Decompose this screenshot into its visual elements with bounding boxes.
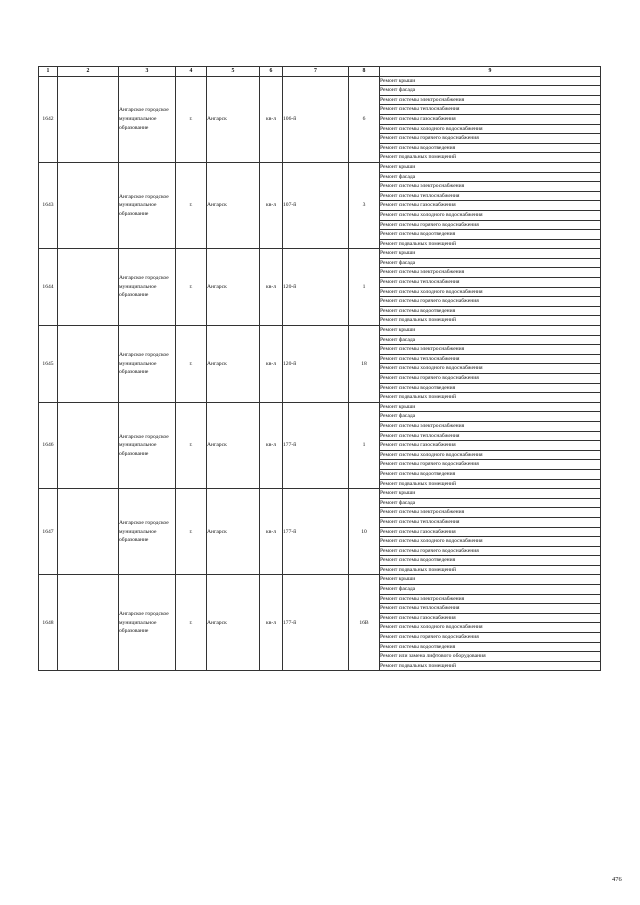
empty-cell xyxy=(58,489,119,575)
work-item: Ремонт крыши xyxy=(380,489,601,499)
record-number: 1642 xyxy=(39,76,58,162)
district-type: кв-л xyxy=(260,489,283,575)
work-item: Ремонт подвальных помещений xyxy=(380,393,601,403)
house-number: 3 xyxy=(349,162,380,248)
work-item: Ремонт системы холодного водоснабжения xyxy=(380,364,601,374)
work-item: Ремонт системы водоотведения xyxy=(380,556,601,566)
work-item: Ремонт крыши xyxy=(380,575,601,585)
page-number: 476 xyxy=(612,876,622,883)
settlement-type: г. xyxy=(176,249,207,326)
work-item: Ремонт крыши xyxy=(380,162,601,172)
work-item: Ремонт системы водоотведения xyxy=(380,383,601,393)
header-row xyxy=(39,67,601,77)
municipality-name: Ангарское городское муниципальное образование xyxy=(119,249,176,326)
district-name: 120-й xyxy=(283,326,349,403)
table-row xyxy=(39,402,601,412)
work-item: Ремонт системы горячего водоснабжения xyxy=(380,297,601,307)
work-item: Ремонт системы теплоснабжения xyxy=(380,604,601,614)
header-col-7: 7 xyxy=(283,67,349,77)
settlement-type: г. xyxy=(176,326,207,403)
work-item: Ремонт системы горячего водоснабжения xyxy=(380,460,601,470)
empty-cell xyxy=(58,76,119,162)
work-item: Ремонт системы холодного водоснабжения xyxy=(380,287,601,297)
work-item: Ремонт системы водоотведения xyxy=(380,642,601,652)
work-item: Ремонт системы газоснабжения xyxy=(380,114,601,124)
work-item: Ремонт системы горячего водоснабжения xyxy=(380,633,601,643)
header-col-6: 6 xyxy=(260,67,283,77)
work-item: Ремонт системы холодного водоснабжения xyxy=(380,124,601,134)
table-row xyxy=(39,249,601,259)
district-type: кв-л xyxy=(260,326,283,403)
empty-cell xyxy=(58,326,119,403)
district-name: 177-й xyxy=(283,575,349,671)
header-col-4: 4 xyxy=(176,67,207,77)
register-table xyxy=(38,66,601,671)
work-item: Ремонт системы теплоснабжения xyxy=(380,431,601,441)
work-item: Ремонт крыши xyxy=(380,249,601,259)
record-number: 1648 xyxy=(39,575,58,671)
work-item: Ремонт системы теплоснабжения xyxy=(380,191,601,201)
record-number: 1646 xyxy=(39,402,58,488)
work-item: Ремонт системы газоснабжения xyxy=(380,527,601,537)
work-item: Ремонт системы теплоснабжения xyxy=(380,354,601,364)
district-type: кв-л xyxy=(260,76,283,162)
district-name: 106-й xyxy=(283,76,349,162)
district-name: 177-й xyxy=(283,489,349,575)
work-item: Ремонт фасада xyxy=(380,86,601,96)
register-body xyxy=(39,76,601,671)
work-item: Ремонт подвальных помещений xyxy=(380,479,601,489)
empty-cell xyxy=(58,249,119,326)
house-number: 18 xyxy=(349,326,380,403)
work-item: Ремонт подвальных помещений xyxy=(380,316,601,326)
work-item: Ремонт подвальных помещений xyxy=(380,661,601,671)
work-item: Ремонт системы электроснабжения xyxy=(380,345,601,355)
city-name: Ангарск xyxy=(207,326,260,403)
work-item: Ремонт системы газоснабжения xyxy=(380,441,601,451)
work-item: Ремонт системы теплоснабжения xyxy=(380,278,601,288)
district-name: 120-й xyxy=(283,249,349,326)
settlement-type: г. xyxy=(176,575,207,671)
work-item: Ремонт крыши xyxy=(380,402,601,412)
municipality-name: Ангарское городское муниципальное образование xyxy=(119,402,176,488)
work-item: Ремонт системы электроснабжения xyxy=(380,182,601,192)
district-type: кв-л xyxy=(260,249,283,326)
work-item: Ремонт крыши xyxy=(380,326,601,336)
municipality-name: Ангарское городское муниципальное образование xyxy=(119,76,176,162)
work-item: Ремонт подвальных помещений xyxy=(380,153,601,163)
table-row xyxy=(39,326,601,336)
record-number: 1644 xyxy=(39,249,58,326)
house-number: 16В xyxy=(349,575,380,671)
work-item: Ремонт системы газоснабжения xyxy=(380,201,601,211)
municipality-name: Ангарское городское муниципальное образование xyxy=(119,489,176,575)
settlement-type: г. xyxy=(176,162,207,248)
district-type: кв-л xyxy=(260,402,283,488)
work-item: Ремонт системы горячего водоснабжения xyxy=(380,374,601,384)
district-name: 107-й xyxy=(283,162,349,248)
header-col-1: 1 xyxy=(39,67,58,77)
table-row xyxy=(39,575,601,585)
work-item: Ремонт системы электроснабжения xyxy=(380,508,601,518)
work-item: Ремонт системы газоснабжения xyxy=(380,613,601,623)
work-item: Ремонт системы водоотведения xyxy=(380,469,601,479)
house-number: 10 xyxy=(349,489,380,575)
house-number: 1 xyxy=(349,249,380,326)
work-item: Ремонт системы водоотведения xyxy=(380,230,601,240)
work-item: Ремонт системы водоотведения xyxy=(380,143,601,153)
work-item: Ремонт системы холодного водоснабжения xyxy=(380,210,601,220)
header-col-2: 2 xyxy=(58,67,119,77)
house-number: 6 xyxy=(349,76,380,162)
city-name: Ангарск xyxy=(207,249,260,326)
work-item: Ремонт системы электроснабжения xyxy=(380,594,601,604)
work-item: Ремонт фасада xyxy=(380,258,601,268)
header-col-5: 5 xyxy=(207,67,260,77)
record-number: 1647 xyxy=(39,489,58,575)
work-item: Ремонт системы холодного водоснабжения xyxy=(380,450,601,460)
work-item: Ремонт фасада xyxy=(380,412,601,422)
table-row xyxy=(39,489,601,499)
work-item: Ремонт подвальных помещений xyxy=(380,565,601,575)
record-number: 1645 xyxy=(39,326,58,403)
settlement-type: г. xyxy=(176,402,207,488)
municipality-name: Ангарское городское муниципальное образование xyxy=(119,326,176,403)
header-col-8: 8 xyxy=(349,67,380,77)
work-item: Ремонт системы теплоснабжения xyxy=(380,517,601,527)
work-item: Ремонт или замена лифтового оборудования xyxy=(380,652,601,662)
empty-cell xyxy=(58,162,119,248)
table-row xyxy=(39,162,601,172)
work-item: Ремонт системы водоотведения xyxy=(380,306,601,316)
work-item: Ремонт системы горячего водоснабжения xyxy=(380,220,601,230)
work-item: Ремонт системы электроснабжения xyxy=(380,95,601,105)
header-col-9: 9 xyxy=(380,67,601,77)
work-item: Ремонт фасада xyxy=(380,498,601,508)
work-item: Ремонт фасада xyxy=(380,172,601,182)
work-item: Ремонт системы горячего водоснабжения xyxy=(380,134,601,144)
work-item: Ремонт системы электроснабжения xyxy=(380,268,601,278)
house-number: 1 xyxy=(349,402,380,488)
district-type: кв-л xyxy=(260,162,283,248)
district-name: 177-й xyxy=(283,402,349,488)
empty-cell xyxy=(58,402,119,488)
municipality-name: Ангарское городское муниципальное образование xyxy=(119,162,176,248)
city-name: Ангарск xyxy=(207,575,260,671)
work-item: Ремонт системы горячего водоснабжения xyxy=(380,546,601,556)
city-name: Ангарск xyxy=(207,489,260,575)
record-number: 1643 xyxy=(39,162,58,248)
empty-cell xyxy=(58,575,119,671)
work-item: Ремонт фасада xyxy=(380,335,601,345)
city-name: Ангарск xyxy=(207,162,260,248)
work-item: Ремонт подвальных помещений xyxy=(380,239,601,249)
table-row xyxy=(39,76,601,86)
settlement-type: г. xyxy=(176,76,207,162)
header-col-3: 3 xyxy=(119,67,176,77)
work-item: Ремонт системы теплоснабжения xyxy=(380,105,601,115)
work-item: Ремонт крыши xyxy=(380,76,601,86)
work-item: Ремонт системы холодного водоснабжения xyxy=(380,623,601,633)
municipality-name: Ангарское городское муниципальное образование xyxy=(119,575,176,671)
settlement-type: г. xyxy=(176,489,207,575)
work-item: Ремонт системы электроснабжения xyxy=(380,421,601,431)
work-item: Ремонт фасада xyxy=(380,585,601,595)
district-type: кв-л xyxy=(260,575,283,671)
city-name: Ангарск xyxy=(207,76,260,162)
work-item: Ремонт системы холодного водоснабжения xyxy=(380,537,601,547)
city-name: Ангарск xyxy=(207,402,260,488)
